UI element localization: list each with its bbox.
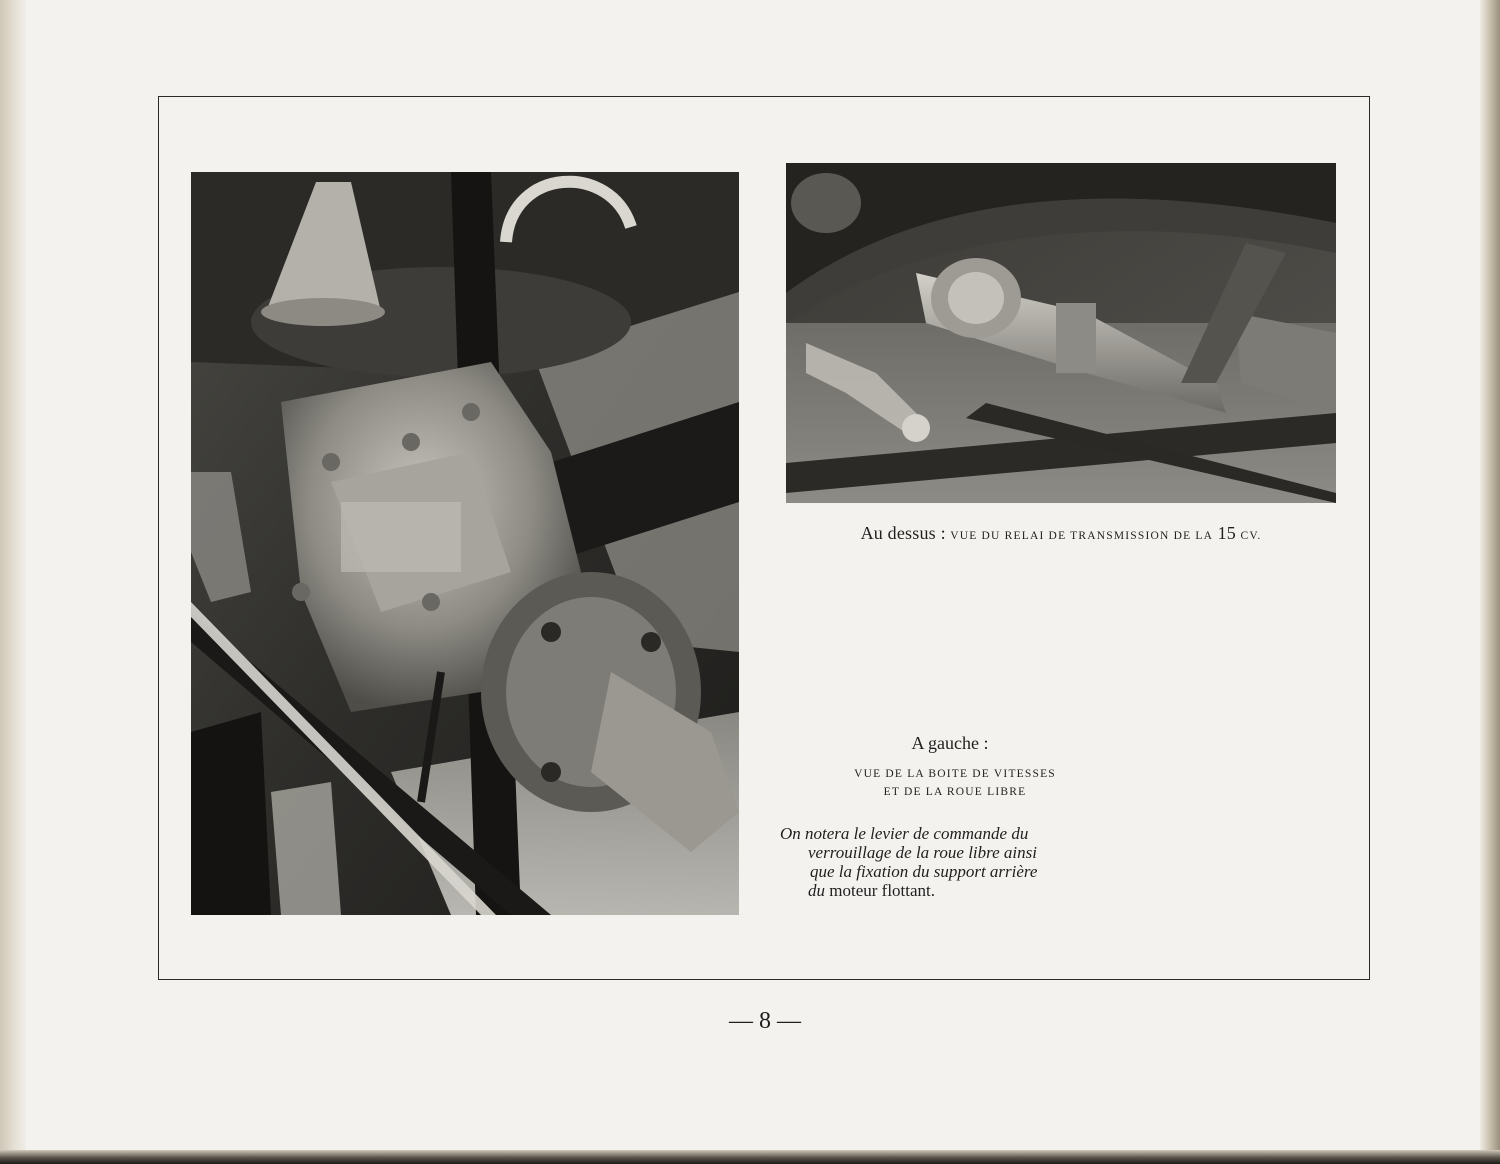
gearbox-caption-heading: A gauche : [911,733,989,753]
note-line-4-rest: moteur flottant. [829,881,936,900]
page-binding-edge [0,0,26,1164]
transmission-photo-illustration [786,163,1336,503]
gearbox-caption-line-1: VUE DE LA BOITE DE VITESSES [854,768,1056,780]
gearbox-caption-subtitle [800,765,1110,801]
page-bottom-edge [0,1150,1500,1164]
gearbox-note [780,824,1140,900]
gearbox-photo-illustration [191,172,739,915]
caption-text: VUE DU RELAI DE TRANSMISSION DE LA [950,530,1214,542]
caption-lead: Au dessus : [860,523,946,543]
page-number: — 8 — [729,1008,801,1034]
caption-number: 15 [1217,523,1237,543]
note-line-2: verrouillage de la roue libre ainsi [808,843,1037,862]
transmission-photo [786,163,1336,503]
gearbox-photo [191,172,739,915]
caption-unit: CV. [1240,530,1262,542]
page-right-edge [1480,0,1500,1164]
note-line-4-italic: du [808,881,825,900]
note-line-3: que la fixation du support arrière [810,862,1038,881]
gearbox-caption-line-2: ET DE LA ROUE LIBRE [883,786,1027,798]
note-line-1: On notera le levier de commande du [780,824,1029,843]
transmission-caption [786,523,1336,544]
